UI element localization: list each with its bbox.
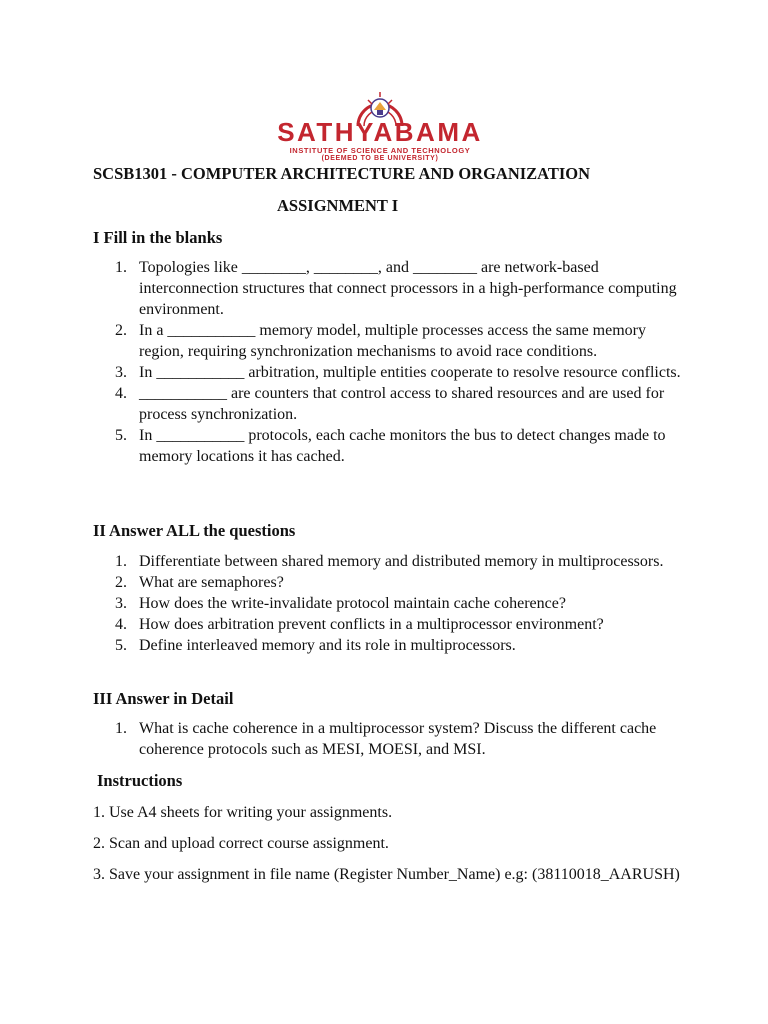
answer-all-list <box>93 551 683 656</box>
list-item: 1. Differentiate between shared memory and distributed memory in multiprocessors. <box>115 553 664 570</box>
course-title: SCSB1301 - COMPUTER ARCHITECTURE AND ORGANIZATION <box>93 164 591 183</box>
university-tagline: INSTITUTE OF SCIENCE AND TECHNOLOGY <box>289 146 471 155</box>
list-item: 3. In ___________ arbitration, multiple entities cooperate to resolve resource conflicts. <box>115 364 681 381</box>
instruction-item: 1. Use A4 sheets for writing your assignments. <box>93 804 393 821</box>
list-item: 5. Define interleaved memory and its role in multiprocessors. <box>115 637 516 654</box>
section-fill-blanks-heading: I Fill in the blanks <box>93 228 223 247</box>
assignment-title: ASSIGNMENT I <box>277 196 399 215</box>
instructions-heading: Instructions <box>97 771 183 790</box>
section-answer-detail-heading: III Answer in Detail <box>93 689 234 708</box>
section-answer-all-heading: II Answer ALL the questions <box>93 521 296 540</box>
list-item: 4. ___________ are counters that control access to shared resources and are used for process synchronization. <box>115 385 665 423</box>
instruction-item: 3. Save your assignment in file name (Register Number_Name) e.g: (38110018_AARUSH) <box>93 866 680 883</box>
list-item: 2. What are semaphores? <box>115 574 284 591</box>
list-item: 1. What is cache coherence in a multiprocessor system? Discuss the different cache coherence protocols such as MESI, MOESI, and MSI. <box>115 720 657 758</box>
list-item: 2. In a ___________ memory model, multiple processes access the same memory region, requiring synchronization mechanisms to avoid race conditions. <box>115 322 646 360</box>
list-item: 5. In ___________ protocols, each cache monitors the bus to detect changes made to memory locations it has cached. <box>115 427 666 465</box>
answer-detail-list <box>93 718 683 760</box>
university-logo <box>270 86 490 162</box>
list-item: 3. How does the write-invalidate protocol maintain cache coherence? <box>115 595 566 612</box>
university-status: (DEEMED TO BE UNIVERSITY) <box>321 155 439 162</box>
list-item: 4. How does arbitration prevent conflicts in a multiprocessor environment? <box>115 616 604 633</box>
fill-blanks-list <box>93 257 683 467</box>
list-item: 1. Topologies like ________, ________, and ________ are network-based interconnection structures that connect processors in a high-performance computing environment. <box>115 259 677 318</box>
instruction-item: 2. Scan and upload correct course assignment. <box>93 835 389 852</box>
university-name: SATHYABAMA <box>277 117 483 147</box>
